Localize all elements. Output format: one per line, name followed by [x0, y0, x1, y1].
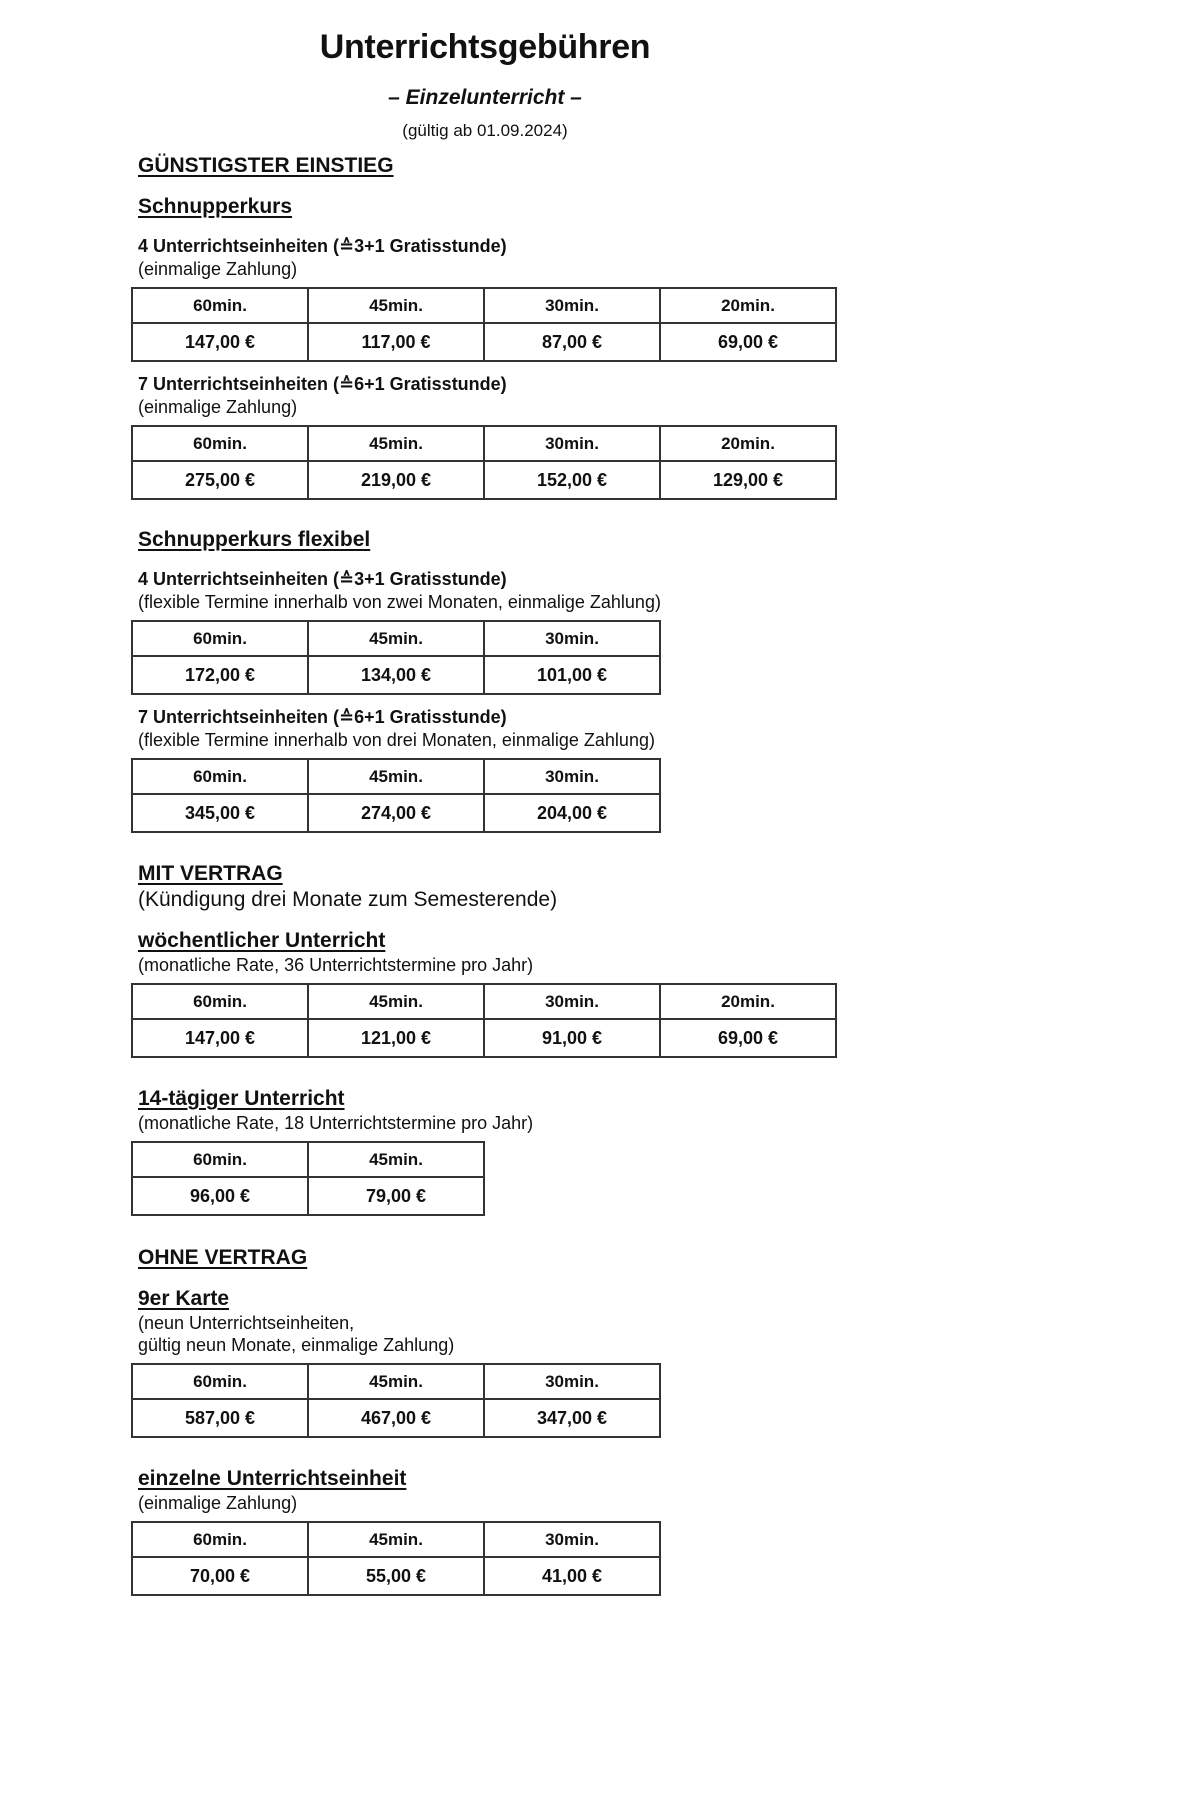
- price-cell: 147,00 €: [132, 1019, 308, 1057]
- mit-vertrag-note: (Kündigung drei Monate zum Semesterende): [138, 888, 558, 911]
- duration-header: 45min.: [308, 1364, 484, 1399]
- table-header-row: [132, 288, 836, 323]
- duration-header: 20min.: [660, 426, 836, 461]
- 9er-karte-note-line1: (neun Unterrichtseinheiten,: [138, 1313, 355, 1333]
- duration-header: 60min.: [132, 426, 308, 461]
- duration-header: 45min.: [308, 984, 484, 1019]
- duration-header: 60min.: [132, 984, 308, 1019]
- schnupperkurs-7-note: (einmalige Zahlung): [138, 397, 298, 417]
- price-cell: 274,00 €: [308, 794, 484, 832]
- table-price-row: [132, 656, 660, 694]
- section-heading-mit-vertrag: MIT VERTRAG: [138, 862, 283, 885]
- price-table-schnupperkurs-4: [131, 287, 837, 362]
- table-price-row: [132, 1019, 836, 1057]
- subsection-heading-14-taegig: 14-tägiger Unterricht: [138, 1087, 345, 1110]
- flexibel-4-note: (flexible Termine innerhalb von zwei Monaten, einmalige Zahlung): [138, 592, 661, 612]
- duration-header: 45min.: [308, 426, 484, 461]
- price-cell: 275,00 €: [132, 461, 308, 499]
- page-subtitle: – Einzelunterricht –: [388, 86, 582, 109]
- schnupperkurs-4-label: 4 Unterrichtseinheiten (≙3+1 Gratisstunde): [138, 236, 507, 256]
- price-cell: 87,00 €: [484, 323, 660, 361]
- table-price-row: [132, 1399, 660, 1437]
- price-cell: 70,00 €: [132, 1557, 308, 1595]
- price-cell: 204,00 €: [484, 794, 660, 832]
- subsection-heading-einzelne-unterrichtseinheit: einzelne Unterrichtseinheit: [138, 1467, 407, 1490]
- subsection-heading-9er-karte: 9er Karte: [138, 1287, 230, 1310]
- schnupperkurs-7-label: 7 Unterrichtseinheiten (≙6+1 Gratisstunde): [138, 374, 507, 394]
- table-header-row: [132, 1364, 660, 1399]
- table-header-row: [132, 426, 836, 461]
- table-price-row: [132, 1177, 484, 1215]
- section-heading-ohne-vertrag: OHNE VERTRAG: [138, 1246, 308, 1269]
- price-cell: 69,00 €: [660, 1019, 836, 1057]
- price-cell: 345,00 €: [132, 794, 308, 832]
- table-header-row: [132, 759, 660, 794]
- duration-header: 45min.: [308, 1522, 484, 1557]
- duration-header: 30min.: [484, 426, 660, 461]
- 14-taegig-note: (monatliche Rate, 18 Unterrichtstermine pro Jahr): [138, 1113, 534, 1133]
- table-header-row: [132, 984, 836, 1019]
- duration-header: 45min.: [308, 288, 484, 323]
- price-cell: 117,00 €: [308, 323, 484, 361]
- price-cell: 467,00 €: [308, 1399, 484, 1437]
- table-header-row: [132, 621, 660, 656]
- price-cell: 219,00 €: [308, 461, 484, 499]
- flexibel-7-note: (flexible Termine innerhalb von drei Monaten, einmalige Zahlung): [138, 730, 655, 750]
- price-cell: 129,00 €: [660, 461, 836, 499]
- price-table-woechentlich: [131, 983, 837, 1058]
- duration-header: 60min.: [132, 1142, 308, 1177]
- price-cell: 41,00 €: [484, 1557, 660, 1595]
- price-cell: 69,00 €: [660, 323, 836, 361]
- section-heading-guenstigster-einstieg: GÜNSTIGSTER EINSTIEG: [138, 154, 394, 177]
- price-table-14-taegig: [131, 1141, 485, 1216]
- price-cell: 55,00 €: [308, 1557, 484, 1595]
- price-cell: 347,00 €: [484, 1399, 660, 1437]
- duration-header: 45min.: [308, 759, 484, 794]
- duration-header: 30min.: [484, 621, 660, 656]
- price-table-9er-karte: [131, 1363, 661, 1438]
- price-cell: 96,00 €: [132, 1177, 308, 1215]
- duration-header: 45min.: [308, 1142, 484, 1177]
- price-table-flexibel-7: [131, 758, 661, 833]
- price-cell: 587,00 €: [132, 1399, 308, 1437]
- einzelne-note: (einmalige Zahlung): [138, 1493, 298, 1513]
- price-cell: 121,00 €: [308, 1019, 484, 1057]
- price-cell: 147,00 €: [132, 323, 308, 361]
- price-table-schnupperkurs-7: [131, 425, 837, 500]
- price-cell: 101,00 €: [484, 656, 660, 694]
- table-header-row: [132, 1522, 660, 1557]
- flexibel-4-label: 4 Unterrichtseinheiten (≙3+1 Gratisstunde): [138, 569, 507, 589]
- table-price-row: [132, 1557, 660, 1595]
- duration-header: 20min.: [660, 984, 836, 1019]
- 9er-karte-note-line2: gültig neun Monate, einmalige Zahlung): [138, 1335, 455, 1355]
- validity-note: (gültig ab 01.09.2024): [402, 121, 568, 140]
- table-price-row: [132, 323, 836, 361]
- table-price-row: [132, 794, 660, 832]
- table-header-row: [132, 1142, 484, 1177]
- price-cell: 79,00 €: [308, 1177, 484, 1215]
- duration-header: 60min.: [132, 1364, 308, 1399]
- subsection-heading-woechentlich: wöchentlicher Unterricht: [138, 929, 386, 952]
- subsection-heading-schnupperkurs-flexibel: Schnupperkurs flexibel: [138, 528, 371, 551]
- price-cell: 134,00 €: [308, 656, 484, 694]
- duration-header: 45min.: [308, 621, 484, 656]
- duration-header: 30min.: [484, 1522, 660, 1557]
- duration-header: 30min.: [484, 1364, 660, 1399]
- duration-header: 30min.: [484, 984, 660, 1019]
- flexibel-7-label: 7 Unterrichtseinheiten (≙6+1 Gratisstunde): [138, 707, 507, 727]
- price-cell: 172,00 €: [132, 656, 308, 694]
- table-price-row: [132, 461, 836, 499]
- duration-header: 60min.: [132, 621, 308, 656]
- price-table-einzelne: [131, 1521, 661, 1596]
- duration-header: 60min.: [132, 759, 308, 794]
- page-title: Unterrichtsgebühren: [319, 28, 651, 66]
- woechentlich-note: (monatliche Rate, 36 Unterrichtstermine pro Jahr): [138, 955, 534, 975]
- price-cell: 91,00 €: [484, 1019, 660, 1057]
- price-cell: 152,00 €: [484, 461, 660, 499]
- duration-header: 60min.: [132, 1522, 308, 1557]
- duration-header: 20min.: [660, 288, 836, 323]
- schnupperkurs-4-note: (einmalige Zahlung): [138, 259, 298, 279]
- price-table-flexibel-4: [131, 620, 661, 695]
- duration-header: 30min.: [484, 288, 660, 323]
- subsection-heading-schnupperkurs: Schnupperkurs: [138, 195, 293, 218]
- duration-header: 60min.: [132, 288, 308, 323]
- duration-header: 30min.: [484, 759, 660, 794]
